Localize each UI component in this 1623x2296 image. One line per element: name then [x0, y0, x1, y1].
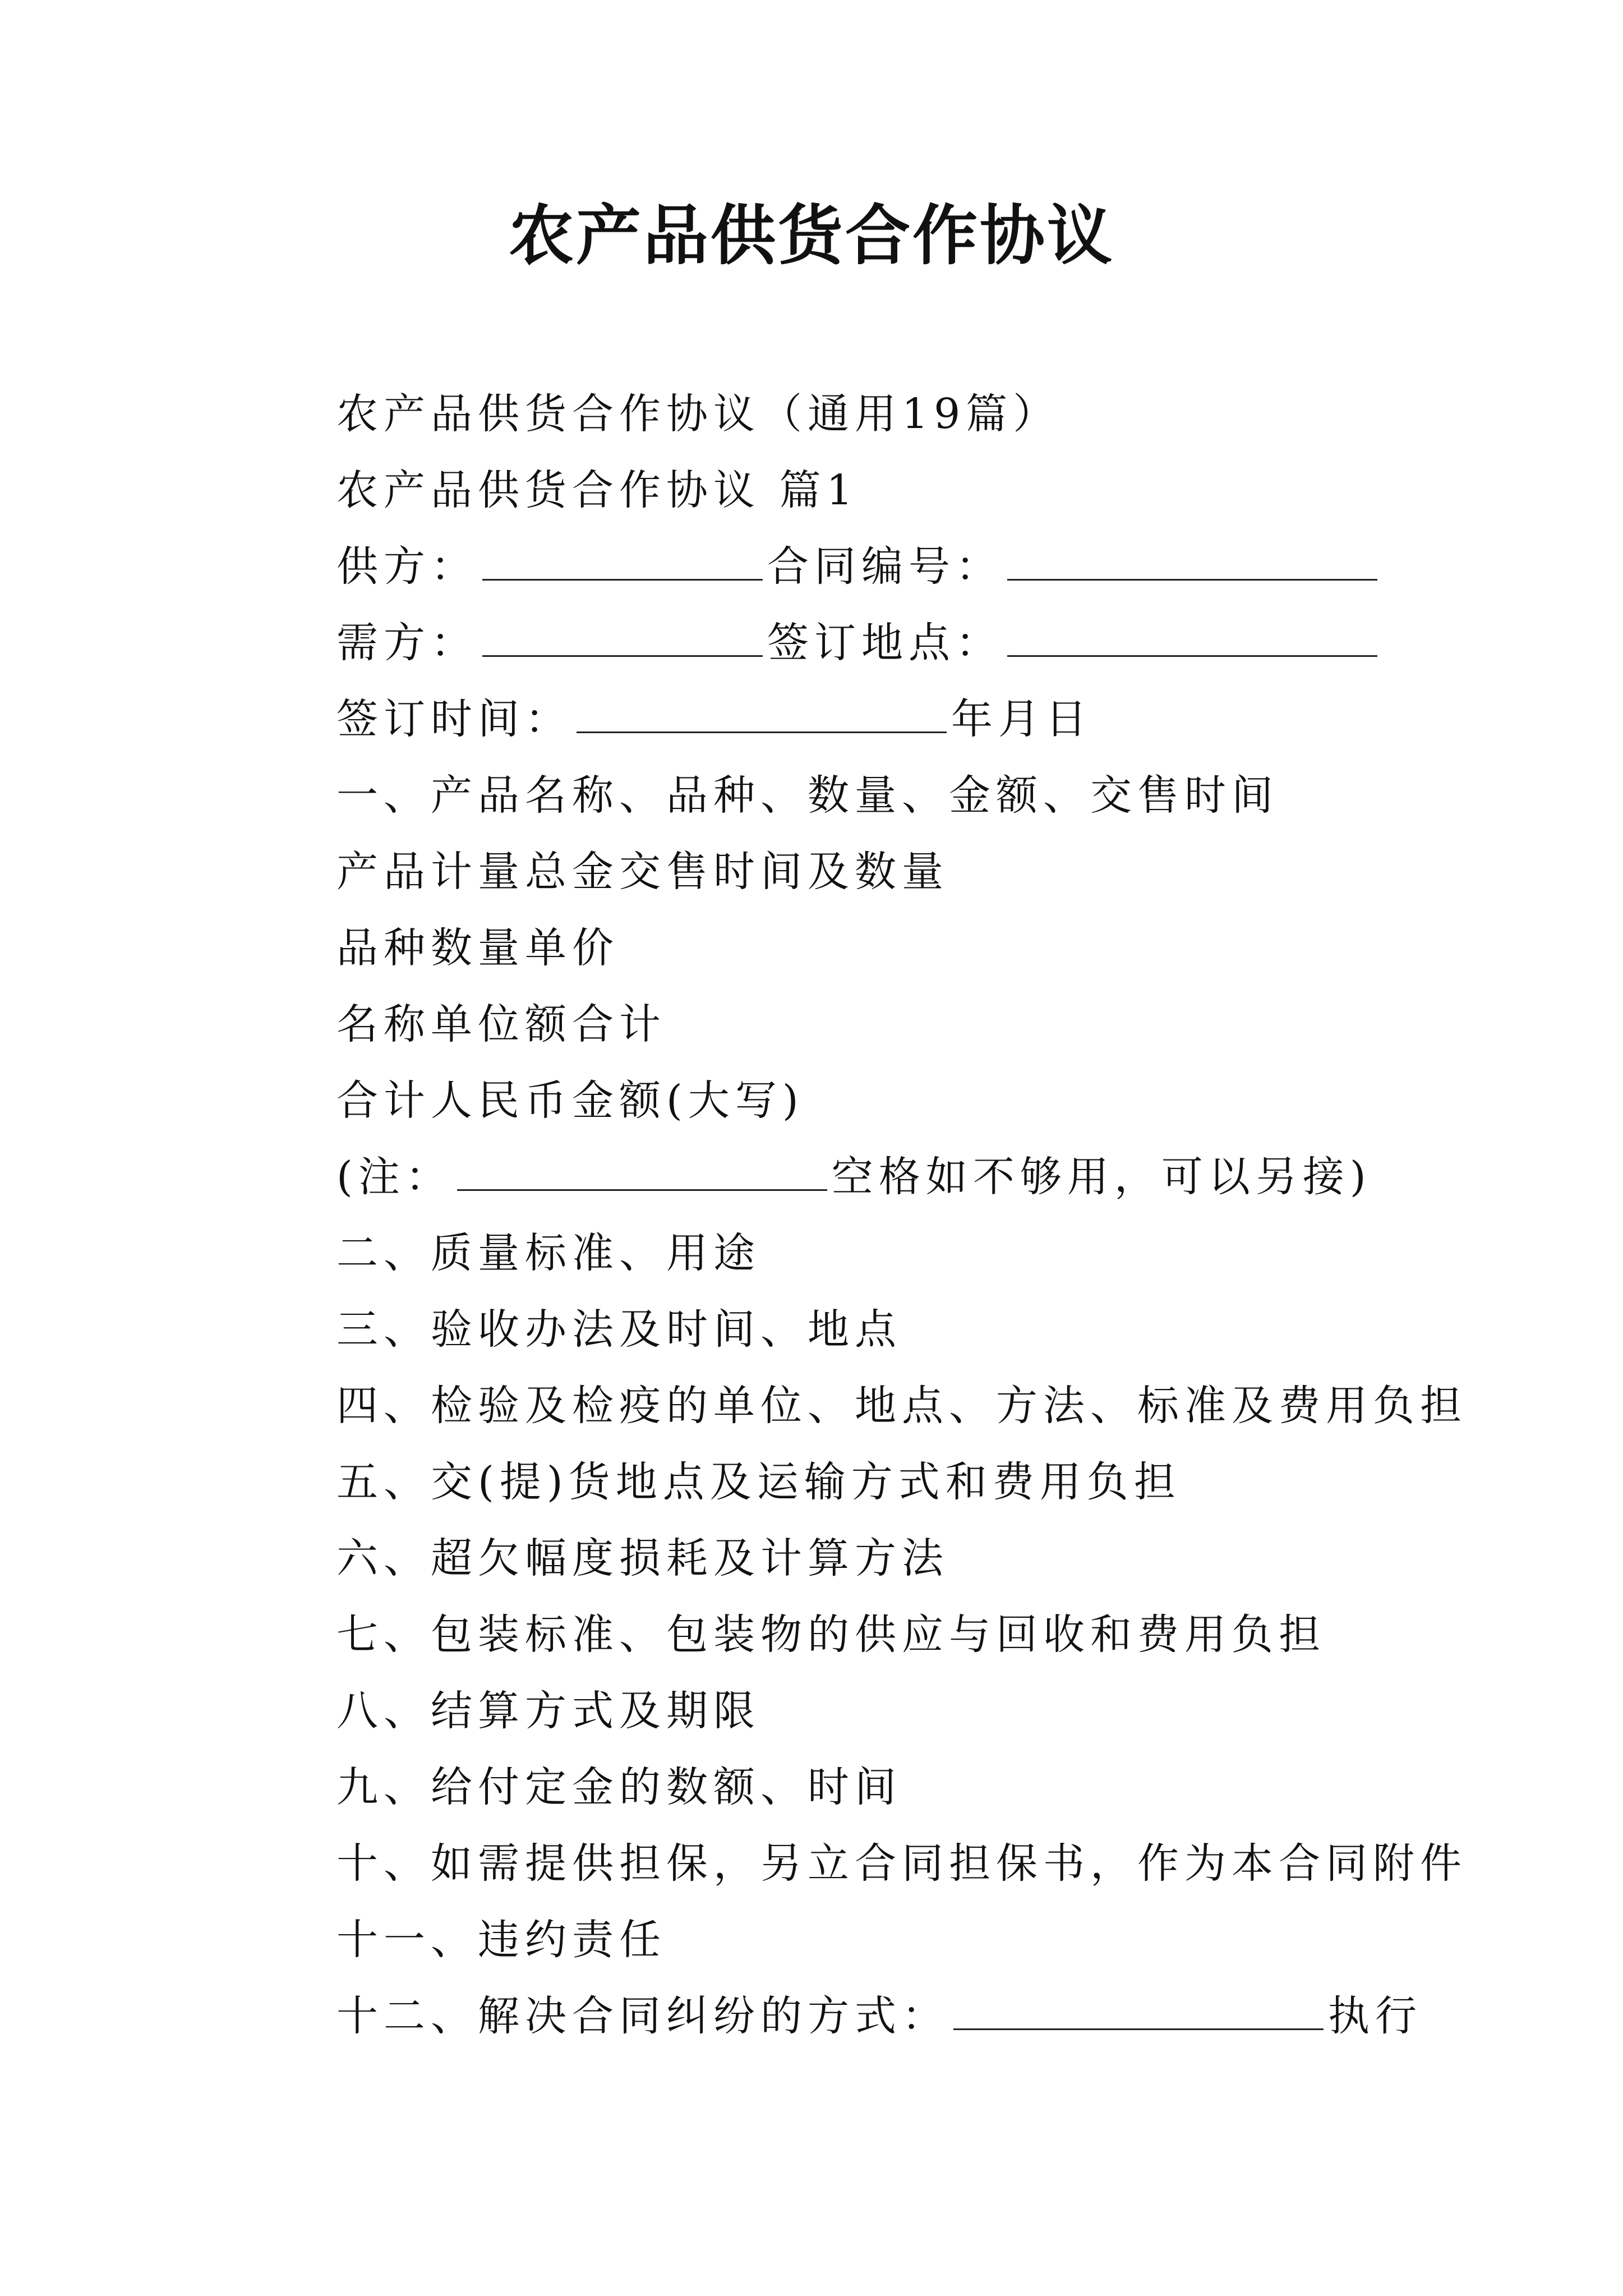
clause-8: 八、结算方式及期限 [336, 1687, 760, 1735]
supplier-label: 供方： [336, 542, 478, 591]
supplier-blank [482, 544, 763, 581]
dispute-blank [953, 1994, 1324, 2030]
subtitle-line: 农产品供货合作协议（通用19篇） [336, 390, 1061, 438]
buyer-label: 需方： [336, 619, 478, 667]
contract-number-blank [1007, 544, 1377, 581]
clause-9: 九、给付定金的数额、时间 [336, 1763, 902, 1811]
clause-11: 十一、违约责任 [336, 1916, 666, 1964]
clause-6: 六、超欠幅度损耗及计算方法 [336, 1534, 949, 1582]
supplier-line [336, 528, 1458, 605]
date-suffix: 年月日 [951, 695, 1092, 743]
clause-4: 四、检验及检疫的单位、地点、方法、标准及费用负担 [336, 1382, 1467, 1430]
dispute-label: 十二、解决合同纠纷的方式： [336, 1992, 949, 2040]
clause-12 [336, 1978, 1458, 2054]
signing-place-label: 签订地点： [767, 619, 1003, 667]
document-title: 农产品供货合作协议 [509, 197, 1114, 274]
dispute-suffix: 执行 [1328, 1992, 1422, 2040]
note-blank [457, 1154, 827, 1191]
note-suffix: 空格如不够用，可以另接) [831, 1153, 1372, 1201]
buyer-blank [482, 620, 763, 657]
clause-1: 一、产品名称、品种、数量、金额、交售时间 [336, 771, 1279, 820]
signing-time-line [336, 681, 1458, 757]
clause-10: 十、如需提供担保，另立合同担保书，作为本合同附件 [336, 1839, 1467, 1888]
clause-2: 二、质量标准、用途 [336, 1229, 760, 1277]
signing-time-label: 签订时间： [336, 695, 572, 743]
clause-3: 三、验收办法及时间、地点 [336, 1305, 902, 1354]
table-header-row-2: 品种数量单价 [336, 924, 619, 972]
note-line [336, 1139, 1458, 1215]
signing-time-blank [577, 697, 947, 733]
total-amount-line: 合计人民币金额(大写) [336, 1076, 804, 1125]
note-label: (注： [336, 1153, 453, 1201]
document-body [336, 376, 1467, 2054]
table-header-row-1: 产品计量总金交售时间及数量 [336, 848, 949, 896]
signing-place-blank [1007, 620, 1377, 657]
contract-number-label: 合同编号： [767, 542, 1003, 591]
table-header-row-3: 名称单位额合计 [336, 1000, 666, 1048]
buyer-line [336, 605, 1458, 681]
clause-5: 五、交(提)货地点及运输方式和费用负担 [336, 1458, 1181, 1506]
clause-7: 七、包装标准、包装物的供应与回收和费用负担 [336, 1611, 1326, 1659]
section-heading: 农产品供货合作协议 篇1 [336, 466, 859, 514]
